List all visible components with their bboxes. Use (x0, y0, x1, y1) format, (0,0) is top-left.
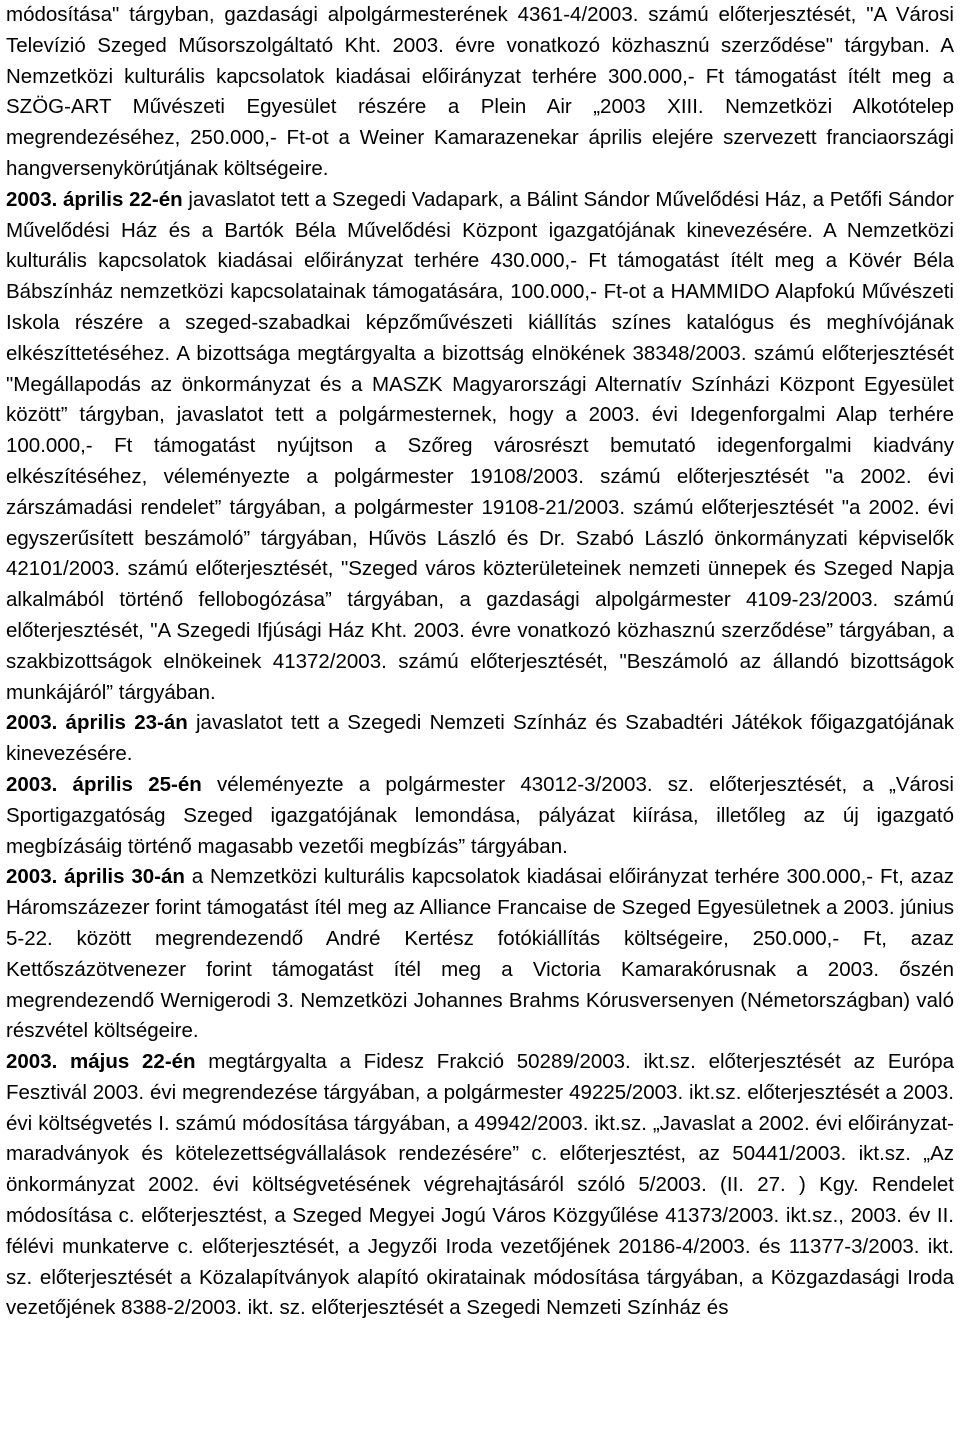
paragraph-april-23 (6, 708, 954, 770)
paragraph-date: 2003. április 30-án (6, 865, 185, 889)
paragraph-text: megtárgyalta a Fidesz Frakció 50289/2003. ikt.sz. előterjesztését az Európa Fesztivál 2003. évi megrendezése tárgyában, a polgármester 49225/2003. ikt.sz. előterjesztését a 2003. évi költségvetés I. számú módosítása tárgyában, a 49942/2003. ikt.sz. „Javaslat a 2002. évi előirányzat-maradványok és kötelezettségvállalások rendezésére” c. előterjesztést, az 50441/2003. ikt.sz. „Az önkormányzat 2002. évi költségvetésének végrehajtásáról szóló 5/2003. (II. 27. ) Kgy. Rendelet módosítása c. előterjesztést, a Szeged Megyei Jogú Város Közgyűlése 41373/2003. ikt.sz., 2003. év II. félévi munkaterve c. előterjesztését, a Jegyzői Iroda vezetőjének 20186-4/2003. és 11377-3/2003. ikt. sz. előterjesztését a Közalapítványok alapító okiratainak módosítása tárgyában, a Közgazdasági Iroda vezetőjének 8388-2/2003. ikt. sz. előterjesztését a Szegedi Nemzeti Színház és (6, 1050, 955, 1320)
paragraph-text: javaslatot tett a Szegedi Vadapark, a Bálint Sándor Művelődési Ház, a Petőfi Sándor Művelődési Ház és a Bartók Béla Művelődési Központ igazgatójának kinevezésére. A Nemzetközi kulturális kapcsolatok kiadásai előirányzat terhére 430.000,- Ft támogatást ítélt meg a Kövér Béla Bábszínház nemzetközi kapcsolatainak támogatására, 100.000,- Ft-ot a HAMMIDO Alapfokú Művészeti Iskola részére a szeged-szabadkai képzőművészeti kiállítás színes katalógus és meghívójának elkészíttetéséhez. A bizottsága megtárgyalta a bizottság elnökének 38348/2003. számú előterjesztését "Megállapodás az önkormányzat és a MASZK Magyarországi Alternatív Színházi Központ Egyesület között” tárgyban, javaslatot tett a polgármesternek, hogy a 2003. évi Idegenforgalmi Alap terhére 100.000,- Ft támogatást nyújtson a Szőreg városrészt bemutató idegenforgalmi kiadvány elkészítéséhez, véleményezte a polgármester 19108/2003. számú előterjesztését "a 2002. évi zárszámadási rendelet” tárgyában, a polgármester 19108-21/2003. számú előterjesztését "a 2002. évi egyszerűsített beszámoló” tárgyában, Hűvös László és Dr. Szabó László önkormányzati képviselők 42101/2003. számú előterjesztését, "Szeged város közterületeinek nemzeti ünnepek és Szeged Napja alkalmából történő fellobogózása” tárgyában, a gazdasági alpolgármester 4109-23/2003. számú előterjesztését, "A Szegedi Ifjúsági Ház Kht. 2003. évre vonatkozó közhasznú szerződése” tárgyában, a szakbizottságok elnökeinek 41372/2003. számú előterjesztését, "Beszámoló az állandó bizottságok munkájáról” tárgyában. (6, 187, 954, 704)
paragraph-text: javaslatot tett a Szegedi Nemzeti Színház és Szabadtéri Játékok főigazgatójának kinevezésére. (6, 711, 954, 766)
paragraph-date: 2003. április 22-én (6, 187, 183, 211)
document-body (6, 0, 954, 1324)
paragraph-april-22 (6, 185, 954, 709)
paragraph-text: módosítása" tárgyban, gazdasági alpolgármesterének 4361-4/2003. számú előterjesztését, "A Városi Televízió Szeged Műsorszolgáltató Kht. 2003. évre vonatkozó közhasznú szerződése" tárgyban. A Nemzetközi kulturális kapcsolatok kiadásai előirányzat terhére 300.000,- Ft támogatást ítélt meg a SZÖG-ART Művészeti Egyesület részére a Plein Air „2003 XIII. Nemzetközi Alkotótelep megrendezéséhez, 250.000,- Ft-ot a Weiner Kamarazenekar április elejére szervezett franciaországi hangversenykörútjának költségeire. (6, 3, 954, 180)
paragraph-date: 2003. április 23-án (6, 711, 188, 735)
paragraph-text: a Nemzetközi kulturális kapcsolatok kiadásai előirányzat terhére 300.000,- Ft, azaz Háromszázezer forint támogatást ítél meg az Alliance Francaise de Szeged Egyesületnek a 2003. június 5-22. között megrendezendő André Kertész fotókiállítás költségeire, 250.000,- Ft, azaz Kettőszázötvenezer forint támogatást ítél meg a Victoria Kamarakórusnak a 2003. őszén megrendezendő Wernigerodi 3. Nemzetközi Johannes Brahms Kórusversenyen (Németországban) való részvétel költségeire. (6, 865, 954, 1043)
paragraph-april-25 (6, 770, 954, 862)
paragraph-may-22 (6, 1047, 954, 1324)
paragraph-continuation (6, 0, 954, 185)
paragraph-text: véleményezte a polgármester 43012-3/2003. sz. előterjesztését, a „Városi Sportigazgatóság Szeged igazgatójának lemondása, pályázat kiírása, illetőleg az új igazgató megbízásáig történő magasabb vezetői megbízás” tárgyában. (6, 772, 954, 858)
paragraph-april-30 (6, 862, 954, 1047)
paragraph-date: 2003. május 22-én (6, 1050, 196, 1074)
paragraph-date: 2003. április 25-én (6, 772, 202, 796)
